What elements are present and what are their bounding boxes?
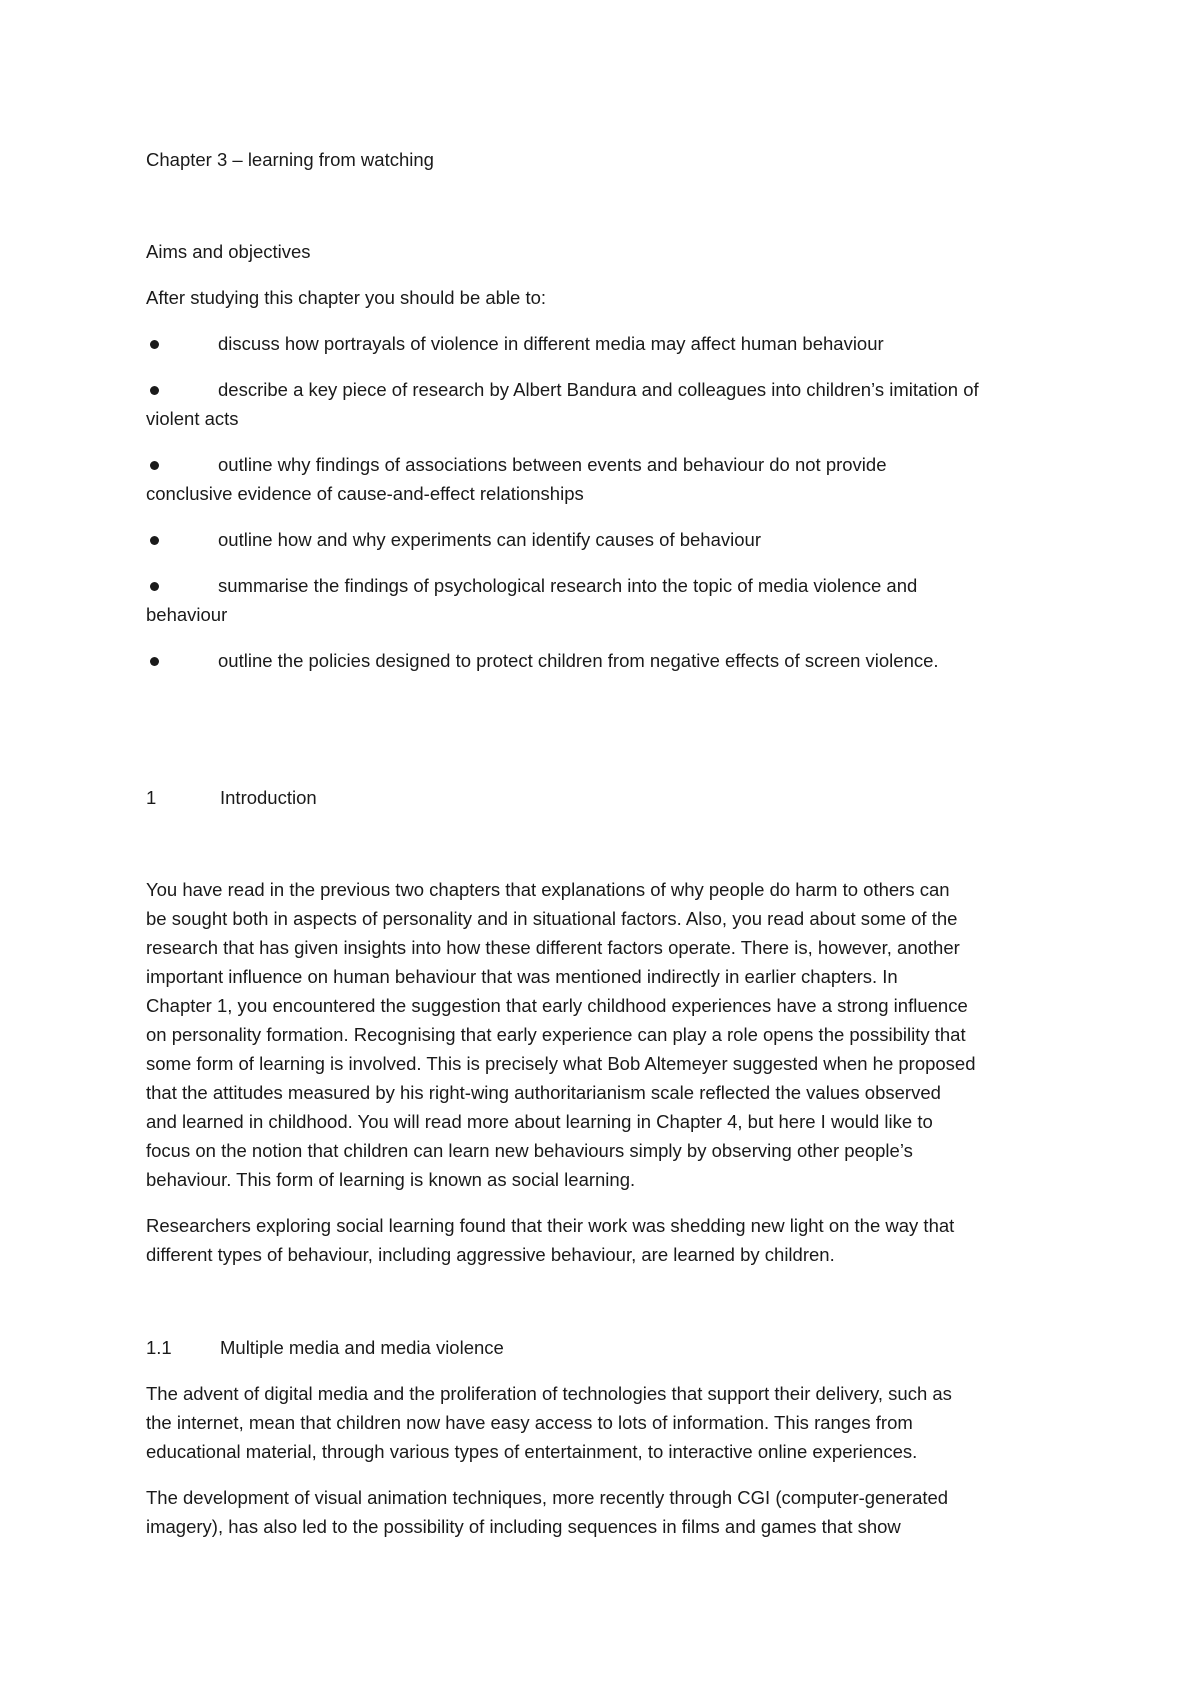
paragraph-line: be sought both in aspects of personality and in situational factors. Also, you read about some of the	[146, 908, 958, 929]
paragraph-line: educational material, through various types of entertainment, to interactive online experiences.	[146, 1441, 918, 1462]
paragraph-line: Researchers exploring social learning found that their work was shedding new light on the way that	[146, 1215, 955, 1236]
list-item-text: summarise the findings of psychological research into the topic of media violence and	[218, 575, 918, 596]
list-item-text-continued: violent acts	[146, 408, 239, 429]
paragraph-line: behaviour. This form of learning is known as social learning.	[146, 1169, 636, 1190]
chapter-title: Chapter 3 – learning from watching	[146, 149, 434, 170]
section-title: Introduction	[220, 787, 317, 808]
paragraph-line: imagery), has also led to the possibility of including sequences in films and games that show	[146, 1516, 901, 1537]
paragraph-line: important influence on human behaviour that was mentioned indirectly in earlier chapters. In	[146, 966, 898, 987]
paragraph-line: research that has given insights into how these different factors operate. There is, however, another	[146, 937, 960, 958]
paragraph-line: on personality formation. Recognising that early experience can play a role opens the possibility that	[146, 1024, 966, 1045]
paragraph-line: You have read in the previous two chapters that explanations of why people do harm to others can	[146, 879, 950, 900]
paragraph-line: some form of learning is involved. This is precisely what Bob Altemeyer suggested when he proposed	[146, 1053, 976, 1074]
aims-heading: Aims and objectives	[146, 241, 311, 262]
paragraph-line: the internet, mean that children now have easy access to lots of information. This ranges from	[146, 1412, 913, 1433]
paragraph-line: The development of visual animation techniques, more recently through CGI (computer-generated	[146, 1487, 949, 1508]
paragraph-line: The advent of digital media and the proliferation of technologies that support their delivery, such as	[146, 1383, 952, 1404]
list-item-text: discuss how portrayals of violence in different media may affect human behaviour	[218, 333, 884, 354]
list-item-text: describe a key piece of research by Albert Bandura and colleagues into children’s imitation of	[218, 379, 979, 400]
paragraph-line: and learned in childhood. You will read more about learning in Chapter 4, but here I would like to	[146, 1111, 933, 1132]
list-item-text: outline why findings of associations between events and behaviour do not provide	[218, 454, 887, 475]
list-item-text-continued: conclusive evidence of cause-and-effect relationships	[146, 483, 584, 504]
document-page	[146, 0, 1076, 1698]
list-item-text: outline how and why experiments can identify causes of behaviour	[218, 529, 761, 550]
paragraph-line: Chapter 1, you encountered the suggestion that early childhood experiences have a strong influence	[146, 995, 968, 1016]
bullet-icon	[150, 582, 159, 591]
paragraph-line: different types of behaviour, including aggressive behaviour, are learned by children.	[146, 1244, 835, 1265]
section-number: 1.1	[146, 1337, 172, 1358]
bullet-icon	[150, 657, 159, 666]
bullet-icon	[150, 386, 159, 395]
bullet-icon	[150, 461, 159, 470]
paragraph-line: focus on the notion that children can learn new behaviours simply by observing other people’s	[146, 1140, 913, 1161]
aims-intro: After studying this chapter you should be able to:	[146, 287, 547, 308]
bullet-icon	[150, 340, 159, 349]
list-item-text-continued: behaviour	[146, 604, 228, 625]
section-number: 1	[146, 787, 157, 808]
bullet-icon	[150, 536, 159, 545]
list-item-text: outline the policies designed to protect children from negative effects of screen violence.	[218, 650, 939, 671]
section-title: Multiple media and media violence	[220, 1337, 504, 1358]
paragraph-line: that the attitudes measured by his right-wing authoritarianism scale reflected the values observed	[146, 1082, 941, 1103]
